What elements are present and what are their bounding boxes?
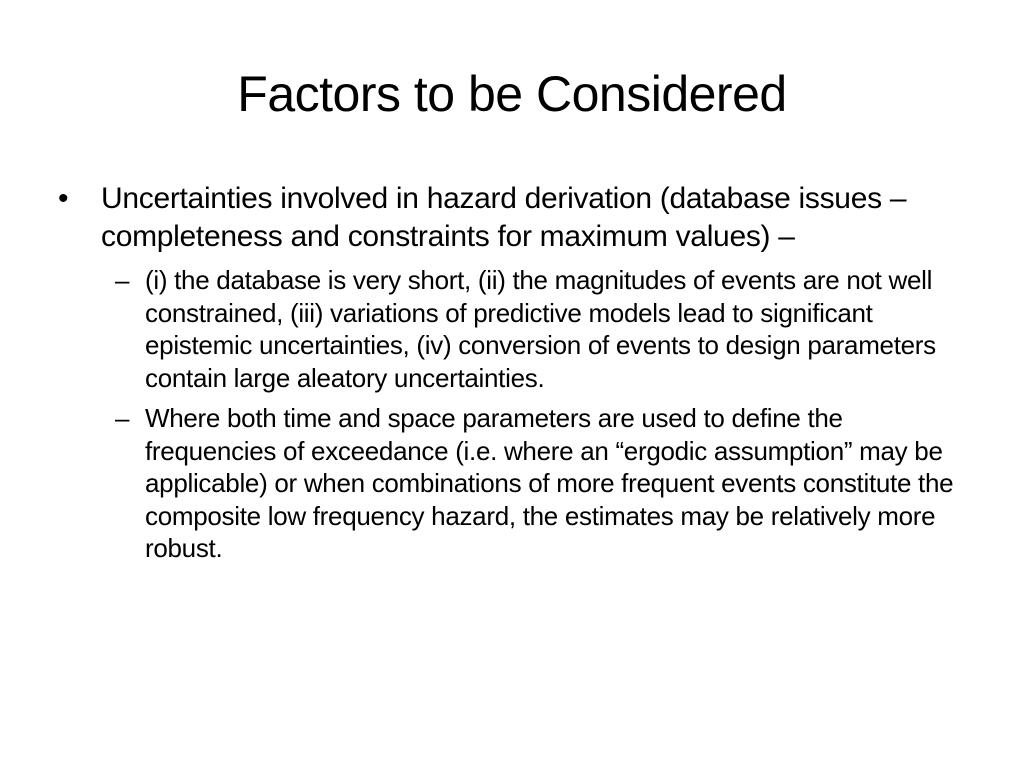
sub-bullet-item <box>101 264 966 394</box>
bullet-marker-icon: • <box>58 182 69 215</box>
bullet-text: Uncertainties involved in hazard derivation (database issues – completeness and constraints for maximum values) – <box>101 182 907 253</box>
dash-marker-icon: – <box>115 265 130 295</box>
bullet-item <box>56 180 966 256</box>
slide-content <box>56 180 966 573</box>
sub-bullet-list <box>101 264 966 565</box>
slide-title: Factors to be Considered <box>237 66 787 122</box>
dash-marker-icon: – <box>115 403 130 433</box>
sub-bullet-text: Where both time and space parameters are used to define the frequencies of exceedance (i.e. where an “ergodic assumption” may be applicable) or when combinations of more frequent events constitute the composite low frequency hazard, the estimates may be relatively more robust. <box>145 403 954 563</box>
sub-bullet-item <box>101 402 966 565</box>
sub-bullet-text: (i) the database is very short, (ii) the magnitudes of events are not well constrained, (iii) variations of predictive models lead to significant epistemic uncertainties, (iv) conversion of events to design parameters contain large aleatory uncertainties. <box>145 265 936 393</box>
